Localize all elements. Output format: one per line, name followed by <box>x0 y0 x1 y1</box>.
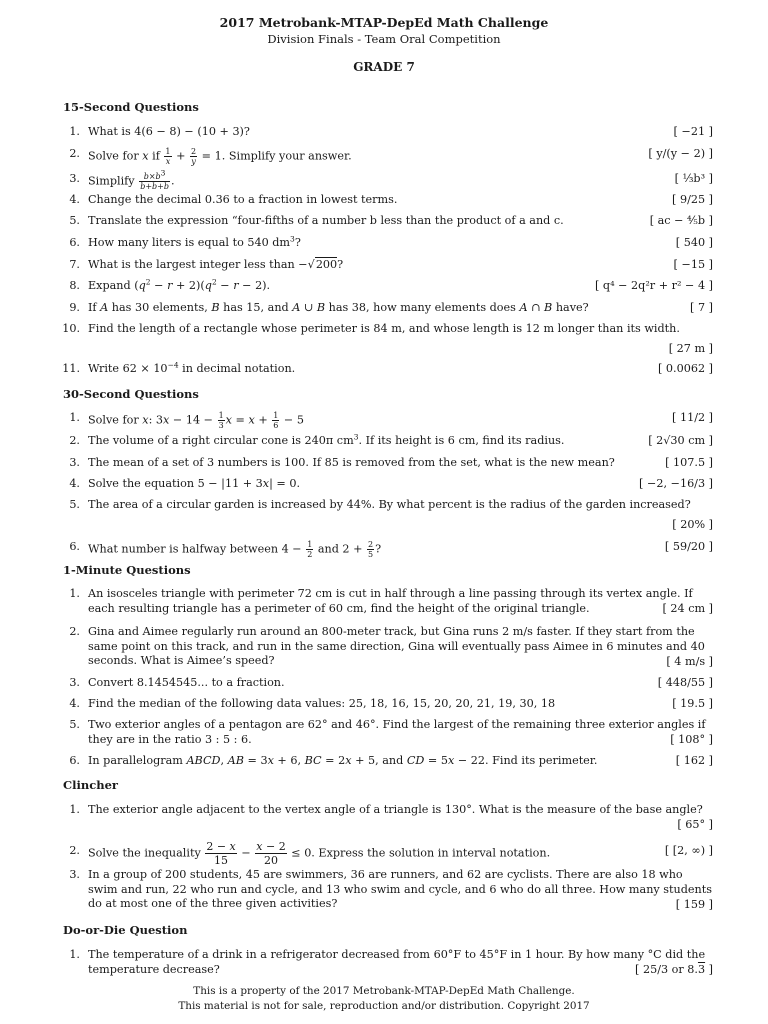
answer: [ ac − ⅘b ] <box>649 214 713 227</box>
question-text: Change the decimal 0.36 to a fraction in lowest terms. <box>88 193 398 206</box>
document-title: 2017 Metrobank-MTAP-DepEd Math Challenge <box>219 15 549 30</box>
question-number: 5. <box>69 214 80 227</box>
answer: [ ⅓b³ ] <box>674 172 713 185</box>
question-clincher-1 <box>60 803 713 835</box>
question-number: 3. <box>69 172 80 185</box>
question-text: Solve the equation 5 − |11 + 3x| = 0. <box>88 477 301 490</box>
question-number: 7. <box>69 258 80 271</box>
question-number: 9. <box>69 301 80 314</box>
answer: [ 25/3 or 8.3 ] <box>635 963 713 976</box>
section-title-15-second: 15-Second Questions <box>63 100 199 114</box>
question-text: How many liters is equal to 540 $dm^3$? <box>88 234 301 249</box>
answer: [ 448/55 ] <box>657 676 713 689</box>
question-1m-5 <box>60 718 713 750</box>
question-number: 6. <box>69 236 80 249</box>
question-text: In parallelogram ABCD, AB = 3x + 6, BC = 2x + 5, and CD = 5x − 22. Find its perimeter. <box>88 754 598 767</box>
answer: [ 19.5 ] <box>672 697 713 710</box>
question-number: 11. <box>62 362 80 375</box>
answer: [ 107.5 ] <box>665 456 713 469</box>
question-number: 1. <box>69 587 80 600</box>
document-subtitle: Division Finals - Team Oral Competition <box>267 32 501 46</box>
question-text: Solve the inequality $\frac{2 - x}{15}$ − $\frac{x - 2}{20}$ ≤ 0. Express the solution in interval notation. <box>88 840 551 867</box>
section-title-clincher: Clincher <box>63 778 118 792</box>
question-text: Simplify $\frac{b\times b^3}{b+b+b}$ . <box>88 168 175 191</box>
question-number: 1. <box>69 411 80 424</box>
question-1m-2 <box>60 625 713 671</box>
question-text: Write $62 \times 10^{-4}$ in decimal notation. <box>88 360 296 375</box>
question-text: The area of a circular garden is increased by 44%. By what percent is the radius of the garden increased? <box>88 498 691 511</box>
answer: [ 7 ] <box>690 301 713 314</box>
section-title-30-second: 30-Second Questions <box>63 387 199 401</box>
footer-line-2: This material is not for sale, reproduction and/or distribution. Copyright 2017 <box>178 1000 590 1012</box>
question-text: What is 4(6 − 8) − (10 + 3)? <box>88 125 250 138</box>
question-text: Translate the expression “four-fifths of a number b less than the product of a and c. <box>88 214 564 227</box>
question-number: 4. <box>69 193 80 206</box>
question-text: What is the largest integer less than −√200? <box>88 258 344 271</box>
answer: [ −2, −16/3 ] <box>639 477 713 490</box>
question-number: 2. <box>69 434 80 447</box>
question-number: 2. <box>69 625 80 638</box>
question-text: Convert 8.1454545... to a fraction. <box>88 676 285 689</box>
answer: [ y/(y − 2) ] <box>648 147 713 160</box>
question-number: 3. <box>69 676 80 689</box>
question-number: 4. <box>69 697 80 710</box>
question-dod-1 <box>60 948 713 980</box>
question-number: 8. <box>69 279 80 292</box>
answer: [ 108° ] <box>670 733 713 746</box>
answer: [ 65° ] <box>677 818 713 831</box>
question-clincher-3 <box>60 868 713 914</box>
answer: [ 11/2 ] <box>672 411 713 424</box>
question-number: 2. <box>69 147 80 160</box>
question-30s-5 <box>60 498 713 532</box>
question-number: 3. <box>69 456 80 469</box>
question-text: If A has 30 elements, B has 15, and A ∪ B has 38, how many elements does A ∩ B have? <box>88 301 589 314</box>
question-text: Gina and Aimee regularly run around an 800-meter track, but Gina runs 2 m/s faster. If they start from the same point on this track, and run in the same direction, Gina will eventually pass Aimee in 6 minutes and 40 seconds. What is Aimee’s speed? <box>88 625 705 667</box>
answer: [ 4 m/s ] <box>666 655 713 668</box>
answer: [ 20% ] <box>672 518 713 531</box>
question-text: Solve for x if $\frac{1}{x}$ + $\frac{2}{y}$ = 1. Simplify your answer. <box>88 147 352 166</box>
answer: [ q⁴ − 2q²r + r² − 4 ] <box>594 279 713 292</box>
question-number: 6. <box>69 540 80 553</box>
section-title-1-minute: 1-Minute Questions <box>63 563 191 577</box>
answer: [ −21 ] <box>673 125 713 138</box>
answer: [ 162 ] <box>675 754 713 767</box>
question-text: The mean of a set of 3 numbers is 100. If 85 is removed from the set, what is the new mean? <box>88 456 615 469</box>
question-text: Expand $(q^2 - r + 2)(q^2 - r - 2)$. <box>88 277 271 292</box>
question-number: 10. <box>62 322 80 335</box>
question-text: The temperature of a drink in a refrigerator decreased from 60°F to 45°F in 1 hour. By how many °C did the temperature decrease? <box>88 948 706 976</box>
question-number: 2. <box>69 844 80 857</box>
question-clincher-2 <box>60 840 713 866</box>
question-number: 3. <box>69 868 80 881</box>
question-1m-1 <box>60 587 713 619</box>
question-number: 5. <box>69 718 80 731</box>
question-number: 4. <box>69 477 80 490</box>
question-text: The exterior angle adjacent to the vertex angle of a triangle is 130°. What is the measure of the base angle? <box>88 803 703 816</box>
question-text: Find the length of a rectangle whose perimeter is 84 m, and whose length is 12 m longer than its width. <box>88 322 680 335</box>
answer: [ 9/25 ] <box>672 193 713 206</box>
footer-line-1: This is a property of the 2017 Metrobank-MTAP-DepEd Math Challenge. <box>193 985 575 997</box>
answer: [ 59/20 ] <box>664 540 713 553</box>
answer: [ 27 m ] <box>668 342 713 355</box>
question-text: Two exterior angles of a pentagon are 62° and 46°. Find the largest of the remaining three exterior angles if they are in the ratio 3 : 5 : 6. <box>88 718 706 746</box>
question-number: 1. <box>69 948 80 961</box>
answer: [ −15 ] <box>673 258 713 271</box>
question-number: 6. <box>69 754 80 767</box>
answer: [ 2√30 cm ] <box>648 434 713 447</box>
question-15s-10 <box>60 322 713 356</box>
question-number: 1. <box>69 125 80 138</box>
question-text: What number is halfway between 4 − $\frac{1}{2}$ and 2 + $\frac{2}{5}$ ? <box>88 540 382 559</box>
answer: [ [2, ∞) ] <box>664 844 713 857</box>
answer: [ 0.0062 ] <box>658 362 713 375</box>
question-text: An isosceles triangle with perimeter 72 cm is cut in half through a line passing through its vertex angle. If each resulting triangle has a perimeter of 60 cm, find the height of the original triangle. <box>88 587 693 615</box>
section-title-do-or-die: Do-or-Die Question <box>63 923 188 937</box>
question-text: In a group of 200 students, 45 are swimmers, 36 are runners, and 62 are cyclists. There are also 18 who swim and run, 22 who run and cycle, and 13 who swim and cycle, and 6 who do all three. How many students do at most one of the three given activities? <box>88 868 712 910</box>
question-number: 5. <box>69 498 80 511</box>
answer: [ 159 ] <box>675 898 713 911</box>
question-text: The volume of a right circular cone is 240π $cm^3$. If its height is 6 cm, find its radius. <box>88 432 565 447</box>
question-text: Find the median of the following data values: 25, 18, 16, 15, 20, 20, 21, 19, 30, 18 <box>88 697 556 710</box>
question-text: Solve for x: 3x − 14 − $\frac{1}{3}$ x = x + $\frac{1}{6}$ − 5 <box>88 411 304 430</box>
answer: [ 540 ] <box>675 236 713 249</box>
grade-heading: GRADE 7 <box>353 60 415 74</box>
question-number: 1. <box>69 803 80 816</box>
answer: [ 24 cm ] <box>662 602 713 615</box>
